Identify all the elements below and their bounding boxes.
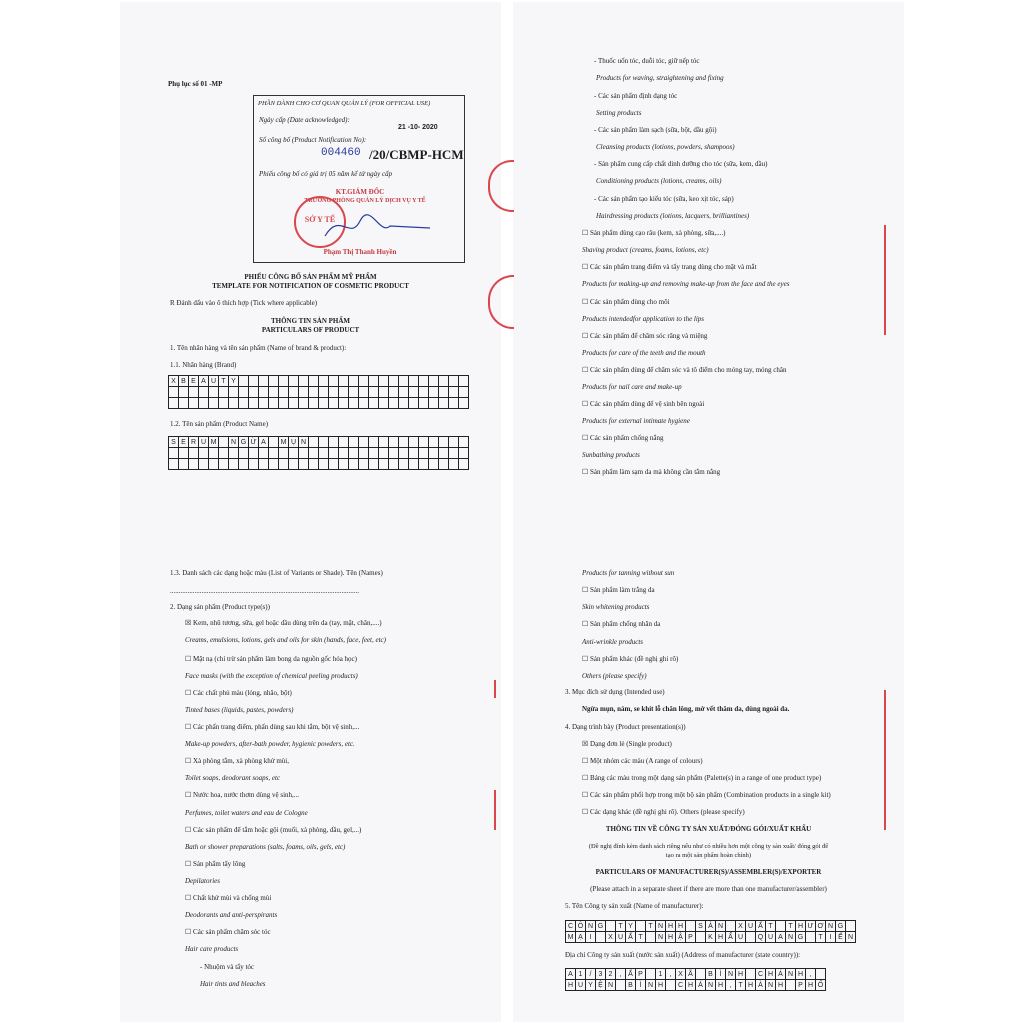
hair-item-en: Products for waving, straightening and fixing bbox=[596, 74, 724, 82]
form-title-vn: PHIẾU CÔNG BỐ SẢN PHẨM MỸ PHẨM bbox=[244, 273, 377, 281]
address-char: H bbox=[766, 969, 776, 980]
product-name-grid bbox=[168, 436, 469, 470]
address-char: H bbox=[796, 969, 806, 980]
address-char: , bbox=[616, 969, 626, 980]
date-label: Ngày cấp (Date acknowledged): bbox=[259, 116, 350, 124]
stamp-text: SỞ Y TẾ bbox=[304, 215, 336, 224]
product-type-item-en: Others (please specify) bbox=[582, 672, 647, 680]
company-char bbox=[806, 932, 816, 943]
brand-char: Y bbox=[229, 376, 239, 387]
company-char: T bbox=[636, 932, 646, 943]
manufacturer-note-vn-1: (Đề nghị đính kèm danh sách riêng nếu như có nhiều hơn một công ty sản xuất/ đóng gói để bbox=[588, 843, 829, 850]
product-type-item-en: Face masks (with the exception of chemical peeling products) bbox=[185, 672, 358, 680]
address-char: Á bbox=[696, 980, 706, 991]
signature bbox=[320, 206, 440, 246]
question-1: 1. Tên nhãn hàng và tên sản phẩm (Name of brand & product): bbox=[170, 344, 347, 352]
company-char: Q bbox=[756, 932, 766, 943]
hair-item: - Các sản phẩm tạo kiểu tóc (sữa, keo xịt tóc, sáp) bbox=[594, 195, 734, 203]
address-char: / bbox=[586, 969, 596, 980]
company-char: N bbox=[586, 921, 596, 932]
section-title-vn: THÔNG TIN SẢN PHẨM bbox=[270, 317, 351, 325]
address-char: B bbox=[706, 969, 716, 980]
company-char: H bbox=[676, 921, 686, 932]
seal-fragment bbox=[884, 690, 900, 830]
brand-char: A bbox=[199, 376, 209, 387]
company-char: U bbox=[746, 921, 756, 932]
product-type-item-en: Bath or shower preparations (salts, foams, oils, gels, etc) bbox=[185, 843, 346, 851]
company-char: Ơ bbox=[817, 922, 824, 930]
address-char: B bbox=[626, 980, 636, 991]
address-char: Ã bbox=[686, 969, 696, 980]
product-char: R bbox=[189, 437, 199, 448]
address-char: , bbox=[726, 980, 736, 991]
brand-char: X bbox=[169, 376, 179, 387]
address-char: 3 bbox=[596, 969, 606, 980]
company-char: I bbox=[826, 932, 836, 943]
company-char bbox=[746, 932, 756, 943]
seal-fragment bbox=[884, 225, 900, 335]
presentation-item: ☒ Dạng đơn lẻ (Single product) bbox=[582, 740, 672, 748]
hair-item: - Các sản phẩm làm sạch (sữa, bột, dầu gội) bbox=[594, 126, 717, 134]
address-char: H bbox=[716, 980, 726, 991]
manufacturer-title-vn: THÔNG TIN VỀ CÔNG TY SẢN XUẤT/ĐÓNG GÓI/XUẤT KHẨU bbox=[605, 825, 812, 833]
product-type-item-en: Anti-wrinkle products bbox=[582, 638, 643, 646]
presentation-item: ☐ Các sản phẩm phối hợp trong một bộ sản phẩm (Combination products in a single kit) bbox=[582, 791, 831, 799]
address-char: N bbox=[646, 980, 656, 991]
address-grid-row-1 bbox=[566, 969, 826, 980]
product-char: Ừ bbox=[249, 437, 259, 448]
company-char: Ư bbox=[806, 921, 816, 932]
address-char: C bbox=[756, 969, 766, 980]
company-char: Ả bbox=[706, 921, 716, 932]
address-char: H bbox=[746, 980, 756, 991]
address-char bbox=[696, 969, 706, 980]
company-char: N bbox=[716, 921, 726, 932]
signer-name: Phạm Thị Thanh Huyền bbox=[323, 248, 397, 256]
hair-item: - Các sản phẩm định dạng tóc bbox=[594, 92, 678, 100]
product-type-item: ☐ Các sản phẩm để tắm hoặc gội (muối, xà phòng, dầu, gel,...) bbox=[185, 826, 362, 834]
company-char bbox=[606, 921, 616, 932]
address-char: U bbox=[576, 980, 586, 991]
brand-grid-row-3 bbox=[169, 398, 469, 409]
company-char: T bbox=[766, 921, 776, 932]
company-char: Ô bbox=[576, 921, 586, 932]
address-char: Ấ bbox=[626, 969, 636, 980]
product-char: E bbox=[179, 437, 189, 448]
product-grid-row-1 bbox=[169, 437, 469, 448]
company-char: K bbox=[706, 932, 716, 943]
product-type-item: ☐ Mặt nạ (chỉ trừ sản phẩm làm bong da nguồn gốc hóa học) bbox=[185, 655, 357, 663]
seal-fragment bbox=[494, 790, 504, 830]
notification-number-label: Số công bố (Product Notification No): bbox=[259, 136, 367, 144]
hair-item-en: Setting products bbox=[596, 109, 642, 117]
address-grid-row-2 bbox=[566, 980, 826, 991]
product-type-item: ☐ Các sản phẩm dùng để chăm sóc và tô điểm cho móng tay, móng chân bbox=[582, 366, 787, 374]
company-char: C bbox=[566, 921, 576, 932]
appendix-label: Phụ lục số 01 -MP bbox=[168, 80, 223, 88]
brand-char: U bbox=[209, 376, 219, 387]
product-grid-row-3 bbox=[169, 459, 469, 470]
company-char: Y bbox=[626, 921, 636, 932]
product-type-item-en: Make-up powders, after-bath powder, hygienic powders, etc. bbox=[185, 740, 355, 748]
seal-fragment bbox=[494, 680, 504, 698]
address-char: X bbox=[676, 969, 686, 980]
address-char: T bbox=[736, 980, 746, 991]
address-char: Ì bbox=[636, 980, 646, 991]
hair-item-en: Conditioning products (lotions, creams, oils) bbox=[596, 177, 722, 185]
company-char: G bbox=[596, 921, 606, 932]
product-type-item: ☐ Sản phẩm làm trắng da bbox=[582, 586, 655, 594]
product-type-item-en: Products for making-up and removing make-up from the face and the eyes bbox=[582, 280, 790, 288]
product-char: G bbox=[239, 437, 249, 448]
company-char: N bbox=[656, 921, 666, 932]
question-5: 5. Tên Công ty sản xuất (Name of manufacturer): bbox=[565, 902, 704, 910]
product-type-item: ☐ Các sản phẩm chống nắng bbox=[582, 434, 664, 442]
hair-tint-item-en: Hair tints and bleaches bbox=[200, 980, 266, 988]
address-char: H bbox=[656, 980, 666, 991]
address-char: H bbox=[686, 980, 696, 991]
product-type-item-en: Tinted bases (liquids, pastes, powders) bbox=[185, 706, 294, 714]
product-type-item: ☐ Nước hoa, nước thơm dùng vệ sinh,... bbox=[185, 791, 300, 799]
product-type-item: ☒ Kem, nhũ tương, sữa, gel hoặc dầu dùng trên da (tay, mặt, chân,....) bbox=[185, 619, 382, 627]
company-char: N bbox=[846, 932, 856, 943]
address-char: H bbox=[776, 980, 786, 991]
address-char: A bbox=[566, 969, 576, 980]
address-char: N bbox=[606, 980, 616, 991]
company-char: S bbox=[696, 921, 706, 932]
address-char: , bbox=[666, 969, 676, 980]
address-char: 1 bbox=[576, 969, 586, 980]
address-char: P bbox=[636, 969, 646, 980]
company-char: A bbox=[776, 932, 786, 943]
notification-number-suffix: /20/CBMP-HCM bbox=[369, 147, 464, 162]
product-char: N bbox=[229, 437, 239, 448]
signer-title-1: KT.GIÁM ĐỐC bbox=[335, 188, 385, 196]
hair-tint-item: - Nhuộm và tẩy tóc bbox=[200, 963, 255, 971]
address-char: Ệ bbox=[596, 980, 606, 991]
brand-char: T bbox=[219, 376, 229, 387]
product-type-item: ☐ Các sản phẩm dùng cho môi bbox=[582, 298, 670, 306]
company-char: Ạ bbox=[576, 932, 586, 943]
company-char: X bbox=[606, 932, 616, 943]
official-box-header: PHẦN DÀNH CHO CƠ QUAN QUẢN LÝ (FOR OFFICIAL USE) bbox=[258, 100, 431, 107]
company-char: P bbox=[686, 932, 696, 943]
section-title-en: PARTICULARS OF PRODUCT bbox=[261, 326, 360, 334]
question-2: 2. Dạng sản phẩm (Product type(s)) bbox=[170, 603, 270, 611]
tick-note: R Đánh dấu vào ô thích hợp (Tick where applicable) bbox=[170, 299, 318, 307]
hair-item: - Sản phẩm cung cấp chất dinh dưỡng cho tóc (sữa, kem, dầu) bbox=[594, 160, 768, 168]
product-char bbox=[219, 437, 229, 448]
address-char: N bbox=[766, 980, 776, 991]
manufacturer-note-en: (Please attach in a separate sheet if there are more than one manufacturer/assembler) bbox=[590, 885, 827, 893]
company-char bbox=[686, 921, 696, 932]
presentation-item: ☐ Bảng các màu trong một dạng sản phẩm (Palette(s) in a range of one product type) bbox=[582, 774, 822, 782]
product-type-item-en: Hair care products bbox=[185, 945, 239, 953]
question-1-1: 1.1. Nhãn hàng (Brand) bbox=[170, 361, 237, 369]
brand-grid-row-1 bbox=[169, 376, 469, 387]
address-char: Ố bbox=[816, 980, 826, 991]
company-char: G bbox=[836, 921, 846, 932]
product-type-item-en: Skin whitening products bbox=[582, 603, 650, 611]
company-char: H bbox=[796, 921, 806, 932]
company-char bbox=[776, 921, 786, 932]
manufacturer-address-grid bbox=[565, 968, 826, 991]
company-char bbox=[726, 921, 736, 932]
company-char: U bbox=[766, 932, 776, 943]
company-char: Ế bbox=[836, 932, 846, 943]
company-char: T bbox=[816, 932, 826, 943]
product-type-item: ☐ Sản phẩm khác (đề nghị ghi rõ) bbox=[582, 655, 679, 663]
product-char: S bbox=[169, 437, 179, 448]
company-char: U bbox=[616, 932, 626, 943]
address-char: H bbox=[736, 969, 746, 980]
company-char: N bbox=[826, 921, 836, 932]
product-type-item: ☐ Sản phẩm chống nhăn da bbox=[582, 620, 661, 628]
address-char: Ì bbox=[716, 969, 726, 980]
company-char: G bbox=[796, 932, 806, 943]
address-char bbox=[616, 980, 626, 991]
company-char: T bbox=[646, 921, 656, 932]
address-char: Y bbox=[586, 980, 596, 991]
product-char: M bbox=[209, 437, 219, 448]
product-type-item: ☐ Sản phẩm dùng cạo râu (kem, xà phòng, sữa,....) bbox=[582, 229, 726, 237]
company-char: H bbox=[716, 932, 726, 943]
question-1-2: 1.2. Tên sản phẩm (Product Name) bbox=[170, 420, 269, 428]
address-char bbox=[746, 969, 756, 980]
validity-note: Phiếu công bố có giá trị 05 năm kể từ ngày cấp bbox=[259, 170, 393, 178]
product-type-item: ☐ Các sản phẩm trang điểm và tẩy trang dùng cho mặt và mắt bbox=[582, 263, 757, 271]
product-char: N bbox=[299, 437, 309, 448]
address-char: C bbox=[676, 980, 686, 991]
product-type-item: ☐ Các sản phẩm để chăm sóc răng và miệng bbox=[582, 332, 708, 340]
address-char: À bbox=[756, 980, 766, 991]
company-char: M bbox=[566, 932, 576, 943]
address-char: H bbox=[806, 980, 816, 991]
product-type-item: ☐ Các sản phẩm chăm sóc tóc bbox=[185, 928, 271, 936]
address-char: 1 bbox=[656, 969, 666, 980]
company-char: I bbox=[586, 932, 596, 943]
product-char: A bbox=[259, 437, 269, 448]
address-char: H bbox=[566, 980, 576, 991]
company-char: N bbox=[656, 932, 666, 943]
question-1-3: 1.3. Danh sách các dạng hoặc màu (List of Variants or Shade). Tên (Names) bbox=[170, 569, 383, 577]
manufacturer-name-grid bbox=[565, 920, 856, 943]
product-type-item: ☐ Các phấn trang điểm, phấn dùng sau khi tắm, bột vệ sinh,... bbox=[185, 723, 360, 731]
manufacturer-grid-row-1 bbox=[566, 921, 856, 932]
company-char: H bbox=[666, 932, 676, 943]
brand-grid-row-2 bbox=[169, 387, 469, 398]
product-char: U bbox=[199, 437, 209, 448]
variants-dotted-line: ............................................................................................................ bbox=[170, 587, 359, 595]
product-type-item: ☐ Sản phẩm tẩy lông bbox=[185, 860, 246, 868]
intended-use-answer: Ngừa mụn, nám, se khít lỗ chân lông, mờ vết thâm da, dùng ngoài da. bbox=[582, 705, 790, 713]
tanning-item-en: Products for tanning without sun bbox=[582, 569, 675, 577]
brand-char: B bbox=[179, 376, 189, 387]
address-char: N bbox=[726, 969, 736, 980]
presentation-item: ☐ Các dạng khác (đề nghị ghi rõ). Others (please specify) bbox=[582, 808, 745, 816]
address-char: , bbox=[806, 969, 816, 980]
product-grid-row-2 bbox=[169, 448, 469, 459]
hair-item-en: Hairdressing products (lotions, lacquers, brilliantines) bbox=[596, 212, 750, 220]
address-char bbox=[666, 980, 676, 991]
date-value: 21 -10- 2020 bbox=[398, 124, 438, 131]
company-char bbox=[646, 932, 656, 943]
address-char: P bbox=[796, 980, 806, 991]
product-type-item-en: Depilatories bbox=[185, 877, 220, 885]
product-type-item-en: Products for nail care and make-up bbox=[582, 383, 682, 391]
product-type-item-en: Deodorants and anti-perspirants bbox=[185, 911, 278, 919]
question-4: 4. Dạng trình bày (Product presentation(s)) bbox=[565, 723, 686, 731]
product-type-item-en: Products intendedfor application to the lips bbox=[582, 315, 705, 323]
hair-item-en: Cleansing products (lotions, powders, shampoos) bbox=[596, 143, 735, 151]
address-char bbox=[646, 969, 656, 980]
product-type-item: ☐ Xà phòng tắm, xà phòng khử mùi, bbox=[185, 757, 289, 765]
product-type-item-en: Products for external intimate hygiene bbox=[582, 417, 690, 425]
signer-title-2: TRƯỞNG PHÒNG QUẢN LÝ DỊCH VỤ Y TẾ bbox=[304, 198, 426, 204]
address-char: N bbox=[786, 969, 796, 980]
address-char: N bbox=[706, 980, 716, 991]
company-char bbox=[636, 921, 646, 932]
company-char: T bbox=[786, 921, 796, 932]
hair-item: - Thuốc uốn tóc, duỗi tóc, giữ nếp tóc bbox=[594, 57, 700, 65]
company-char: Ậ bbox=[676, 932, 686, 943]
brand-char: E bbox=[189, 376, 199, 387]
address-label: Địa chỉ Công ty sản xuất (nước sản xuất) (Address of manufacturer (state country)): bbox=[565, 951, 801, 959]
product-type-item-en: Perfumes, toilet waters and eau de Cologne bbox=[185, 809, 308, 817]
question-3: 3. Mục đích sử dụng (Intended use) bbox=[565, 688, 665, 696]
company-char bbox=[696, 932, 706, 943]
address-char: 2 bbox=[606, 969, 616, 980]
product-type-item-en: Toilet soaps, deodorant soaps, etc bbox=[185, 774, 281, 782]
presentation-item: ☐ Một nhóm các màu (A range of colours) bbox=[582, 757, 703, 765]
brand-grid bbox=[168, 375, 469, 409]
company-char bbox=[596, 932, 606, 943]
company-char: Ẩ bbox=[726, 932, 736, 943]
product-type-item-en: Sunbathing products bbox=[582, 451, 640, 459]
company-char: Ấ bbox=[626, 932, 636, 943]
product-char bbox=[269, 437, 279, 448]
company-char: Ấ bbox=[756, 921, 766, 932]
product-type-item-en: Creams, emulsions, lotions, gels and oils for skin (hands, face, feet, etc) bbox=[185, 636, 386, 644]
product-type-item: ☐ Sản phẩm làm sạm da mà không cần tắm nắng bbox=[582, 468, 721, 476]
manufacturer-title-en: PARTICULARS OF MANUFACTURER(S)/ASSEMBLER(S)/EXPORTER bbox=[595, 868, 822, 876]
product-char: Ụ bbox=[289, 437, 299, 448]
product-type-item: ☐ Các sản phẩm dùng để vệ sinh bên ngoài bbox=[582, 400, 705, 408]
form-title-en: TEMPLATE FOR NOTIFICATION OF COSMETIC PRODUCT bbox=[212, 282, 409, 290]
company-char: H bbox=[666, 921, 676, 932]
product-type-item-en: Shaving product (creams, foams, lotions, etc) bbox=[582, 246, 709, 254]
product-char: M bbox=[279, 437, 289, 448]
company-char: T bbox=[616, 921, 626, 932]
product-type-item: ☐ Chất khử mùi và chống mùi bbox=[185, 894, 272, 902]
product-type-item-en: Products for care of the teeth and the mouth bbox=[582, 349, 706, 357]
company-char: N bbox=[786, 932, 796, 943]
company-char: U bbox=[736, 932, 746, 943]
manufacturer-note-vn-2: tạo ra một sản phẩm hoàn chỉnh) bbox=[665, 852, 752, 859]
address-char bbox=[786, 980, 796, 991]
company-char: X bbox=[736, 921, 746, 932]
manufacturer-grid-row-2 bbox=[566, 932, 856, 943]
notification-number: 004460 bbox=[321, 147, 361, 159]
product-type-item: ☐ Các chất phủ màu (lỏng, nhão, bột) bbox=[185, 689, 292, 697]
address-char: Á bbox=[776, 969, 786, 980]
